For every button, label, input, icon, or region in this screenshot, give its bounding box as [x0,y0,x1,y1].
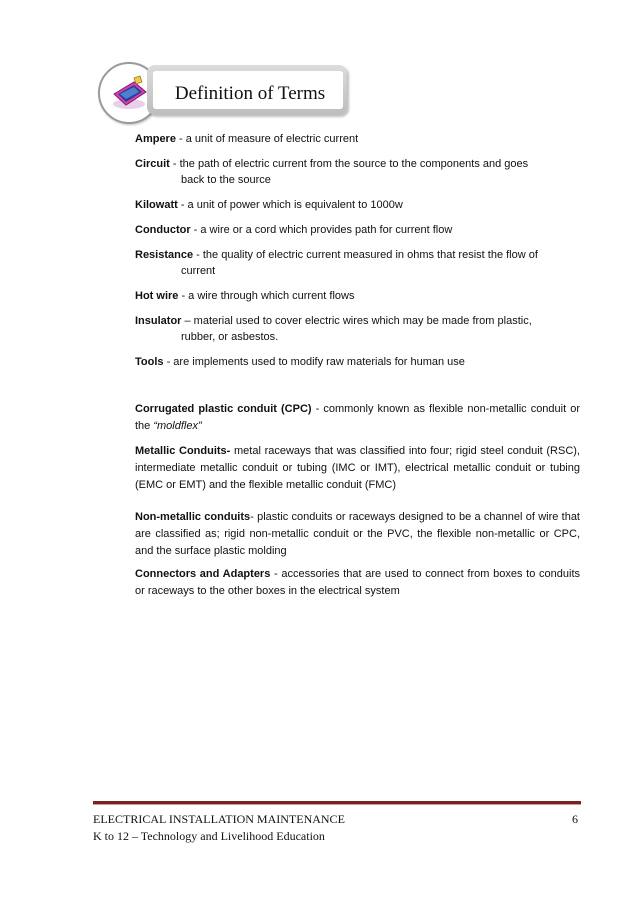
definition-cpc [135,401,580,435]
term-name: Hot wire [135,290,179,302]
footer-divider [93,801,581,805]
title-tab [147,65,347,115]
definition-non-metallic-conduits [135,509,580,560]
term-ampere [135,131,580,147]
term-name: Tools [135,356,164,368]
definition-metallic-conduits [135,443,580,494]
section-title: Definition of Terms [174,83,326,104]
definition-name: Corrugated plastic conduit (CPC) [135,403,312,415]
title-panel [153,71,343,109]
page-number: 6 [572,812,578,826]
term-continuation: rubber, or asbestos. [181,331,279,343]
term-name: Conductor [135,224,191,236]
footer-title: ELECTRICAL INSTALLATION MAINTENANCE [93,812,345,826]
notebook-computer-icon [108,72,150,114]
term-definition: - are implements used to modify raw materials for human use [163,356,465,368]
definition-text: - plastic conduits or raceways designed to be a channel of wire that are classified as; rigid non-metallic conduit or the PVC, the flexible non-metallic or CPC, and the surface plastic molding [135,511,580,557]
footer-subtitle: K to 12 – Technology and Livelihood Education [93,829,325,843]
section-header [95,56,365,128]
definition-italic: “moldflex” [153,420,202,432]
definition-connectors-adapters [135,566,580,600]
definition-name: Connectors and Adapters [135,568,271,580]
term-continuation: back to the source [181,174,271,186]
term-definition: - a wire or a cord which provides path for current flow [190,224,453,236]
term-continuation: current [181,265,216,277]
term-definition: - a wire through which current flows [178,290,355,302]
term-definition: - the quality of electric current measured in ohms that resist the flow of [193,249,538,261]
term-definition: - a unit of power which is equivalent to 1000w [177,199,403,211]
term-definition: – material used to cover electric wires which may be made from plastic, [181,315,532,327]
definition-text: - commonly known as flexible non-metallic conduit or the [135,403,580,432]
term-name: Insulator [135,315,182,327]
term-name: Ampere [135,133,176,145]
term-insulator [135,313,580,345]
term-name: Kilowatt [135,199,178,211]
term-name: Resistance [135,249,194,261]
term-resistance [135,247,580,279]
term-conductor [135,222,580,238]
definition-text: metal raceways that was classified into four; rigid steel conduit (RSC), intermediate metallic conduit or tubing (IMC or IMT), electrical metallic conduit or tubing (EMC or EMT) and the flexible metallic conduit (FMC) [135,445,580,491]
term-circuit [135,156,580,188]
term-definition: - a unit of measure of electric current [175,133,359,145]
definition-name: Non-metallic conduits [135,511,251,523]
definition-text: - accessories that are used to connect from boxes to conduits or raceways to the other boxes in the electrical system [135,568,581,597]
terms-list [135,131,580,379]
term-name: Circuit [135,158,170,170]
term-definition: - the path of electric current from the source to the components and goes [169,158,529,170]
term-hot-wire [135,288,580,304]
term-kilowatt [135,197,580,213]
definition-name: Metallic Conduits- [135,445,231,457]
term-tools [135,354,580,370]
